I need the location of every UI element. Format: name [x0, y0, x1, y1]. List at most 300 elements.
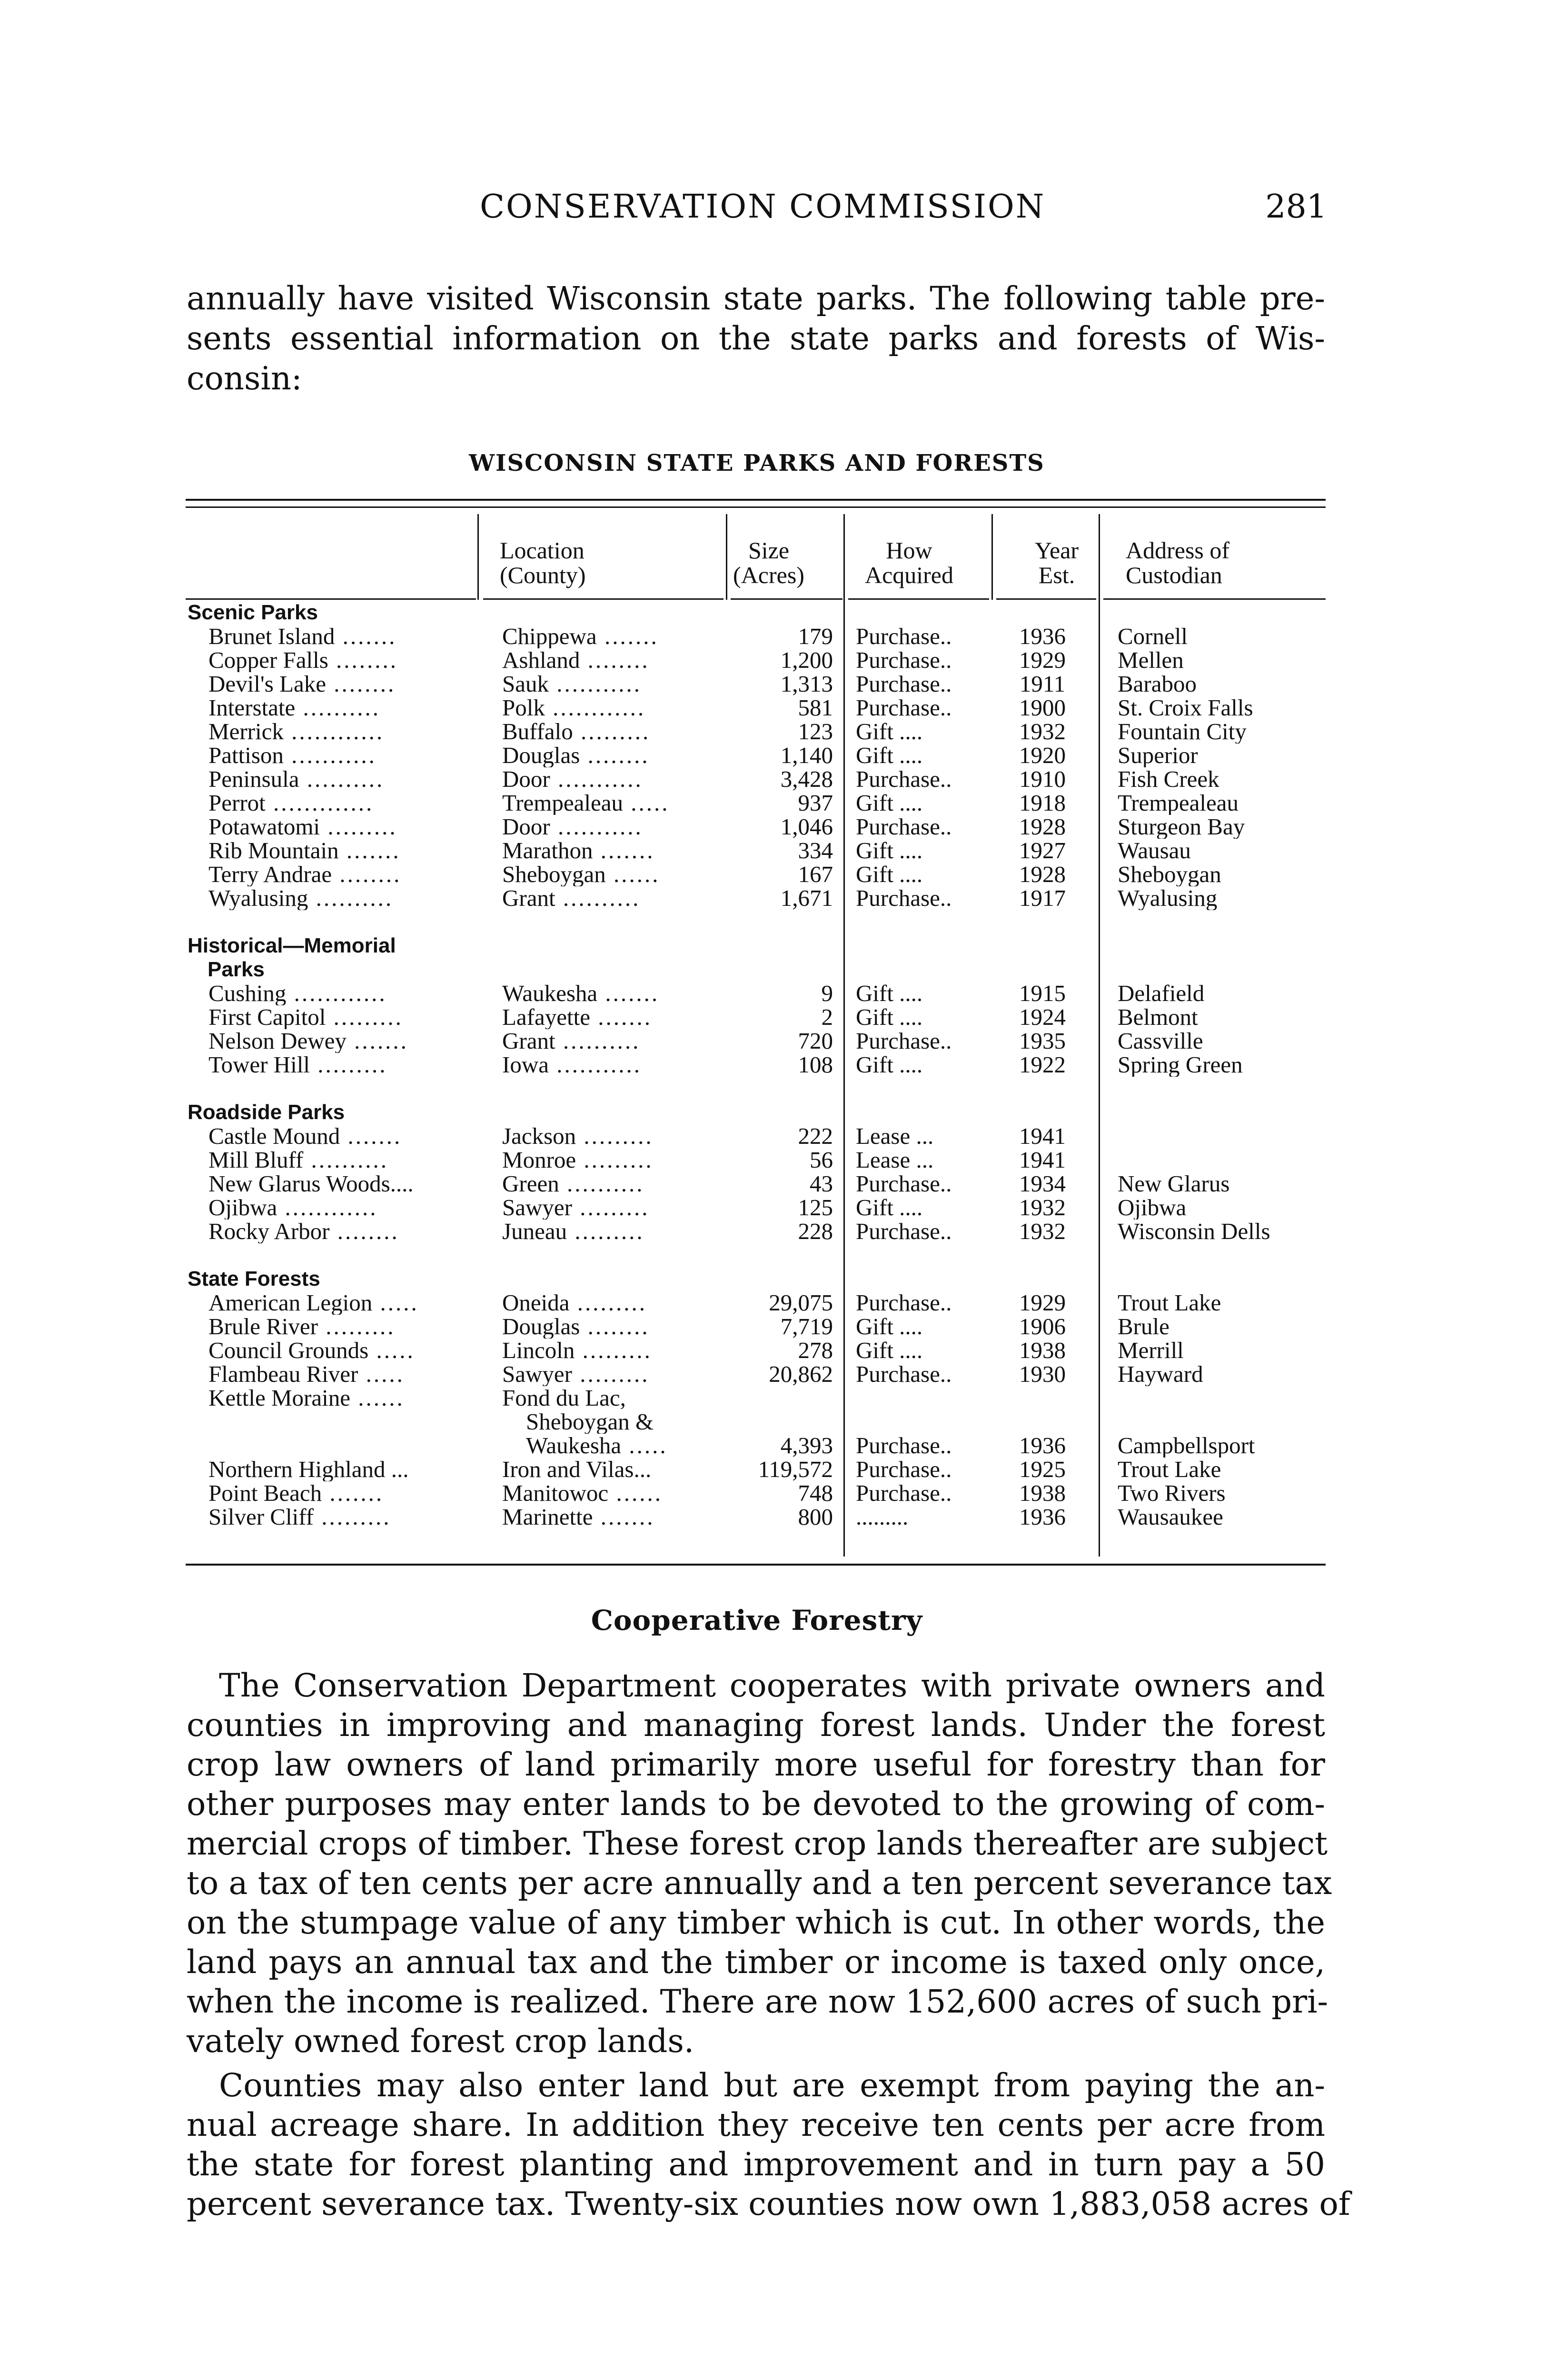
size-cell: 2 — [821, 1005, 833, 1029]
address-cell: Mellen — [1118, 648, 1184, 672]
table-title: WISCONSIN STATE PARKS AND FORESTS — [469, 450, 1045, 476]
how-acquired-cell: Purchase.. — [856, 1029, 952, 1053]
park-name-cell: Brule River ......... — [208, 1315, 656, 1339]
year-cell: 1932 — [1019, 1220, 1066, 1243]
how-acquired-cell: Purchase.. — [856, 886, 952, 910]
size-cell: 1,140 — [780, 744, 833, 767]
county: Door — [502, 815, 550, 839]
county: Waukesha — [526, 1434, 622, 1458]
year-cell: 1928 — [1019, 863, 1066, 886]
address-cell: Trempealeau — [1118, 791, 1239, 815]
text-line: other purposes may enter lands to be devoted to the growing of com- — [187, 1785, 1325, 1823]
county: Oneida — [502, 1291, 570, 1315]
text-line: the state for forest planting and improvement and in turn pay a 50 — [187, 2146, 1325, 2183]
address-cell: Two Rivers — [1118, 1481, 1226, 1505]
park-name-cell: Peninsula .......... — [208, 767, 656, 791]
table-row — [186, 982, 1328, 1005]
county: Lincoln — [502, 1339, 575, 1362]
size-cell: 4,393 — [780, 1434, 833, 1458]
year-cell: 1910 — [1019, 767, 1066, 791]
year-cell: 1906 — [1019, 1315, 1066, 1339]
page-number: 281 — [1265, 188, 1327, 226]
table-row — [186, 1458, 1328, 1481]
county: Chippewa — [502, 625, 597, 648]
how-acquired-cell: Gift .... — [856, 1315, 923, 1339]
table-row — [186, 1339, 1328, 1362]
county-cell: Lincoln ......... — [502, 1339, 912, 1362]
how-acquired-cell: Gift .... — [856, 791, 923, 815]
year-cell: 1941 — [1019, 1124, 1066, 1148]
year-cell: 1938 — [1019, 1339, 1066, 1362]
park-name: Brunet Island — [208, 625, 335, 648]
address-cell: Belmont — [1118, 1005, 1198, 1029]
section-heading-cooperative-forestry: Cooperative Forestry — [591, 1604, 923, 1636]
county-cell: Marinette ....... — [502, 1505, 912, 1529]
year-cell: 1922 — [1019, 1053, 1066, 1077]
section-historical: Historical—Memorial — [188, 934, 396, 957]
year-cell: 1934 — [1019, 1172, 1066, 1196]
park-name: Wyalusing — [208, 886, 308, 910]
address-cell: Trout Lake — [1118, 1458, 1221, 1481]
size-cell: 581 — [798, 696, 833, 720]
county: Waukesha — [502, 982, 598, 1005]
how-acquired-cell: Gift .... — [856, 1053, 923, 1077]
county: Buffalo — [502, 720, 573, 744]
park-name-cell: Potawatomi ......... — [208, 815, 656, 839]
how-acquired-cell: Purchase.. — [856, 648, 952, 672]
year-cell: 1935 — [1019, 1029, 1066, 1053]
park-name: Ojibwa — [208, 1196, 277, 1220]
park-name: Devil's Lake — [208, 672, 326, 696]
header-text: Custodian — [1126, 562, 1222, 588]
county: Sawyer — [502, 1362, 572, 1386]
park-name: Rib Mountain — [208, 839, 339, 863]
size-cell: 108 — [798, 1053, 833, 1077]
table-row — [186, 744, 1328, 767]
size-cell: 119,572 — [758, 1458, 833, 1481]
year-cell: 1941 — [1019, 1148, 1066, 1172]
address-cell: Superior — [1118, 744, 1198, 767]
table-row — [186, 1005, 1328, 1029]
header-text: (County) — [500, 562, 586, 588]
county-cell: Marathon ....... — [502, 839, 912, 863]
park-name: Council Grounds — [208, 1339, 369, 1362]
park-name: Flambeau River — [208, 1362, 358, 1386]
year-cell: 1925 — [1019, 1458, 1066, 1481]
how-acquired-cell: Lease ... — [856, 1148, 934, 1172]
park-name: Cushing — [208, 982, 287, 1005]
year-cell: 1932 — [1019, 1196, 1066, 1220]
park-name: New Glarus Woods.... — [208, 1172, 414, 1196]
year-cell: 1915 — [1019, 982, 1066, 1005]
park-name-cell: Interstate .......... — [208, 696, 656, 720]
year-cell: 1929 — [1019, 1291, 1066, 1315]
table-row — [186, 767, 1328, 791]
county: Sheboygan — [502, 863, 606, 886]
header-address — [1126, 538, 1229, 587]
park-name: Rocky Arbor — [208, 1220, 330, 1243]
address-cell: Baraboo — [1118, 672, 1197, 696]
county-cell: Sawyer ......... — [502, 1362, 912, 1386]
size-cell: 720 — [798, 1029, 833, 1053]
year-cell: 1928 — [1019, 815, 1066, 839]
table-top-rule-2 — [186, 506, 1326, 508]
county-cell: Door ........... — [502, 815, 912, 839]
county-cell: Ashland ........ — [502, 648, 912, 672]
park-name: Pattison — [208, 744, 284, 767]
county-cell: Manitowoc ...... — [502, 1481, 912, 1505]
header-title: CONSERVATION COMMISSION — [480, 188, 1046, 226]
table-row — [186, 672, 1328, 696]
park-name-cell: Brunet Island ....... — [208, 625, 656, 648]
county-cell: Iron and Vilas... — [502, 1458, 652, 1481]
size-cell: 1,046 — [780, 815, 833, 839]
how-acquired-cell: Gift .... — [856, 1196, 923, 1220]
county-cell: Polk ............ — [502, 696, 912, 720]
county: Grant — [502, 886, 555, 910]
park-name-cell: Cushing ............ — [208, 982, 656, 1005]
size-cell: 748 — [798, 1481, 833, 1505]
year-cell: 1900 — [1019, 696, 1066, 720]
size-cell: 20,862 — [769, 1362, 833, 1386]
year-cell: 1927 — [1019, 839, 1066, 863]
park-name: Brule River — [208, 1315, 318, 1339]
header-text: Size — [748, 537, 790, 564]
park-name-cell: Pattison ........... — [208, 744, 656, 767]
how-acquired-cell: Purchase.. — [856, 1220, 952, 1243]
table-row — [186, 720, 1328, 744]
text-line: on the stumpage value of any timber which is cut. In other words, the — [187, 1904, 1325, 1941]
park-name: Perrot — [208, 791, 266, 815]
address-cell: Cornell — [1118, 625, 1188, 648]
park-name: Interstate — [208, 696, 296, 720]
section-roadside: Roadside Parks — [188, 1101, 345, 1124]
table-row — [186, 1196, 1328, 1220]
county-cell: Grant .......... — [502, 886, 912, 910]
header-location — [500, 538, 586, 587]
address-cell: Merrill — [1118, 1339, 1184, 1362]
how-acquired-cell: Gift .... — [856, 1339, 923, 1362]
size-cell: 7,719 — [780, 1315, 833, 1339]
county: Douglas — [502, 1315, 580, 1339]
county-cell: Green .......... — [502, 1172, 912, 1196]
park-name: Peninsula — [208, 767, 299, 791]
county: Ashland — [502, 648, 580, 672]
table-row — [186, 1505, 1328, 1529]
header-underline — [848, 598, 989, 600]
header-underline — [186, 598, 476, 600]
header-text: Location — [500, 537, 585, 564]
size-cell: 222 — [798, 1124, 833, 1148]
header-text: How — [886, 537, 932, 564]
size-cell: 228 — [798, 1220, 833, 1243]
county-cell: Douglas ........ — [502, 1315, 912, 1339]
address-cell: Wausaukee — [1118, 1505, 1223, 1529]
park-name: Copper Falls — [208, 648, 328, 672]
column-divider — [726, 514, 727, 600]
header-text: Year — [1034, 537, 1079, 564]
size-cell: 937 — [798, 791, 833, 815]
size-cell: 125 — [798, 1196, 833, 1220]
county-cell: Door ........... — [502, 767, 912, 791]
text-line: percent severance tax. Twenty-six counties now own 1,883,058 acres of — [187, 2185, 1350, 2222]
park-name-cell: Ojibwa ............ — [208, 1196, 656, 1220]
text-line: land pays an annual tax and the timber or income is taxed only once, — [187, 1944, 1325, 1981]
how-acquired-cell: Purchase.. — [856, 696, 952, 720]
address-cell: Campbellsport — [1118, 1434, 1255, 1458]
how-acquired-cell: Purchase.. — [856, 1481, 952, 1505]
table-row — [186, 863, 1328, 886]
county-cell: Juneau ......... — [502, 1220, 912, 1243]
address-cell: Hayward — [1118, 1362, 1203, 1386]
park-name: Kettle Moraine — [208, 1386, 350, 1410]
size-cell: 9 — [821, 982, 833, 1005]
county-cell: Lafayette ....... — [502, 1005, 912, 1029]
table-row — [186, 839, 1328, 863]
park-name: First Capitol — [208, 1005, 326, 1029]
text-line: The Conservation Department cooperates with private owners and — [219, 1667, 1325, 1704]
how-acquired-cell: Gift .... — [856, 1005, 923, 1029]
address-cell: Spring Green — [1118, 1053, 1243, 1077]
address-cell: Brule — [1118, 1315, 1169, 1339]
header-text: Address of — [1126, 537, 1230, 564]
year-cell: 1930 — [1019, 1362, 1066, 1386]
park-name: Silver Cliff — [208, 1505, 314, 1529]
park-name: Nelson Dewey — [208, 1029, 347, 1053]
text-line: annually have visited Wisconsin state parks. The following table pre- — [187, 280, 1325, 317]
park-name: American Legion — [208, 1291, 373, 1315]
how-acquired-cell: Purchase.. — [856, 815, 952, 839]
how-acquired-cell: Lease ... — [856, 1124, 934, 1148]
table-row — [186, 815, 1328, 839]
county: Jackson — [502, 1124, 576, 1148]
county-cell: Iowa ........... — [502, 1053, 912, 1077]
park-name-cell: Kettle Moraine ...... — [208, 1386, 656, 1410]
county: Sauk — [502, 672, 549, 696]
how-acquired-cell: Gift .... — [856, 982, 923, 1005]
county: Douglas — [502, 744, 580, 767]
county: Marathon — [502, 839, 593, 863]
county: Iowa — [502, 1053, 549, 1077]
park-name-cell: Flambeau River ..... — [208, 1362, 656, 1386]
text-line: sents essential information on the state parks and forests of Wis- — [187, 320, 1325, 357]
county: Polk — [502, 696, 545, 720]
county-cell: Sheboygan ...... — [502, 863, 912, 886]
how-acquired-cell: Gift .... — [856, 744, 923, 767]
how-acquired-cell: ......... — [856, 1505, 909, 1529]
year-cell: 1917 — [1019, 886, 1066, 910]
text-line: counties in improving and managing forest lands. Under the forest — [187, 1706, 1325, 1744]
table-row — [186, 1148, 1328, 1172]
year-cell: 1924 — [1019, 1005, 1066, 1029]
table-row — [186, 1386, 1328, 1410]
table-row — [186, 1053, 1328, 1077]
header-underline — [1103, 598, 1326, 600]
park-name-cell: Terry Andrae ........ — [208, 863, 656, 886]
address-cell: Trout Lake — [1118, 1291, 1221, 1315]
table-row — [186, 1220, 1328, 1243]
park-name: Terry Andrae — [208, 863, 332, 886]
paragraph-cooperative-2 — [187, 2066, 1350, 2224]
size-cell: 800 — [798, 1505, 833, 1529]
county: Trempealeau — [502, 791, 623, 815]
paragraph-cooperative-1 — [187, 1666, 1332, 2061]
header-how-acquired — [854, 538, 964, 587]
park-name: Tower Hill — [208, 1053, 310, 1077]
park-name-cell: Merrick ............ — [208, 720, 656, 744]
county-cell: Sauk ........... — [502, 672, 912, 696]
how-acquired-cell: Purchase.. — [856, 1434, 952, 1458]
county-cell: Waukesha ....... — [502, 982, 912, 1005]
header-text: (Acres) — [733, 562, 804, 588]
county: Marinette — [502, 1505, 593, 1529]
address-cell: Sheboygan — [1118, 863, 1221, 886]
how-acquired-cell: Purchase.. — [856, 1362, 952, 1386]
county-cell: Grant .......... — [502, 1029, 912, 1053]
year-cell: 1911 — [1019, 672, 1066, 696]
county-cell: Jackson ......... — [502, 1124, 912, 1148]
text-line: when the income is realized. There are now 152,600 acres of such pri- — [187, 1983, 1328, 2020]
text-line: nual acreage share. In addition they receive ten cents per acre from — [187, 2106, 1325, 2143]
how-acquired-cell: Purchase.. — [856, 1291, 952, 1315]
address-cell: Fountain City — [1118, 720, 1247, 744]
year-cell: 1936 — [1019, 1434, 1066, 1458]
table-row — [186, 1434, 1328, 1458]
address-cell: Fish Creek — [1118, 767, 1219, 791]
park-name-cell: Mill Bluff .......... — [208, 1148, 656, 1172]
county-cell: Douglas ........ — [502, 744, 912, 767]
section-forests: State Forests — [188, 1267, 320, 1290]
table-row — [186, 1029, 1328, 1053]
park-name-cell: Point Beach ....... — [208, 1481, 656, 1505]
address-cell: New Glarus — [1118, 1172, 1230, 1196]
table-row — [186, 1362, 1328, 1386]
park-name-cell: Perrot ............. — [208, 791, 656, 815]
how-acquired-cell: Purchase.. — [856, 672, 952, 696]
table-bottom-rule — [186, 1564, 1326, 1566]
text-line: Counties may also enter land but are exempt from paying the an- — [219, 2067, 1325, 2104]
county-cell: Oneida ......... — [502, 1291, 912, 1315]
park-name-cell: Wyalusing .......... — [208, 886, 656, 910]
table-row — [186, 791, 1328, 815]
running-header — [185, 188, 1327, 240]
park-name: Point Beach — [208, 1481, 322, 1505]
text-line: crop law owners of land primarily more useful for forestry than for — [187, 1746, 1325, 1783]
park-name: Merrick — [208, 720, 284, 744]
table-row — [186, 1481, 1328, 1505]
how-acquired-cell: Purchase.. — [856, 767, 952, 791]
size-cell: 56 — [810, 1148, 833, 1172]
table-row — [186, 886, 1328, 910]
size-cell: 334 — [798, 839, 833, 863]
column-divider — [991, 514, 993, 600]
county: Juneau — [502, 1220, 567, 1243]
park-name-cell: Tower Hill ......... — [208, 1053, 656, 1077]
county: Door — [502, 767, 550, 791]
address-cell: Cassville — [1118, 1029, 1203, 1053]
text-line: vately owned forest crop lands. — [187, 2023, 694, 2060]
column-divider — [477, 514, 479, 600]
text-line: mercial crops of timber. These forest crop lands thereafter are subject — [187, 1825, 1328, 1862]
table-row — [186, 1410, 1328, 1434]
park-name: Mill Bluff — [208, 1148, 304, 1172]
county-cell: Sheboygan & — [526, 1410, 654, 1434]
park-name: Castle Mound — [208, 1124, 340, 1148]
how-acquired-cell: Purchase.. — [856, 625, 952, 648]
address-cell: Delafield — [1118, 982, 1205, 1005]
header-underline — [996, 598, 1096, 600]
header-year — [1026, 538, 1088, 587]
size-cell: 1,313 — [780, 672, 833, 696]
size-cell: 1,200 — [780, 648, 833, 672]
year-cell: 1936 — [1019, 1505, 1066, 1529]
address-cell: St. Croix Falls — [1118, 696, 1253, 720]
size-cell: 29,075 — [769, 1291, 833, 1315]
county-cell: Sawyer ......... — [502, 1196, 912, 1220]
size-cell: 123 — [798, 720, 833, 744]
county: Green — [502, 1172, 559, 1196]
text-line: to a tax of ten cents per acre annually and a ten percent severance tax — [187, 1864, 1332, 1902]
year-cell: 1920 — [1019, 744, 1066, 767]
address-cell: Wisconsin Dells — [1118, 1220, 1270, 1243]
table-row — [186, 696, 1328, 720]
how-acquired-cell: Gift .... — [856, 839, 923, 863]
address-cell: Ojibwa — [1118, 1196, 1187, 1220]
year-cell: 1929 — [1019, 648, 1066, 672]
section-scenic: Scenic Parks — [188, 601, 318, 624]
size-cell: 3,428 — [780, 767, 833, 791]
year-cell: 1936 — [1019, 625, 1066, 648]
text-line: consin: — [187, 360, 302, 397]
how-acquired-cell: Purchase.. — [856, 1458, 952, 1481]
size-cell: 43 — [810, 1172, 833, 1196]
park-name-cell: Devil's Lake ........ — [208, 672, 656, 696]
county: Grant — [502, 1029, 555, 1053]
intro-paragraph — [187, 278, 1325, 398]
park-name-cell: Northern Highland ... — [208, 1458, 409, 1481]
size-cell: 278 — [798, 1339, 833, 1362]
park-name-cell: Council Grounds ..... — [208, 1339, 656, 1362]
park-name-cell: Castle Mound ....... — [208, 1124, 656, 1148]
table-row — [186, 1291, 1328, 1315]
size-cell: 167 — [798, 863, 833, 886]
how-acquired-cell: Gift .... — [856, 720, 923, 744]
address-cell: Wausau — [1118, 839, 1191, 863]
county-cell: Chippewa ....... — [502, 625, 912, 648]
county: Sawyer — [502, 1196, 572, 1220]
county-cell: Buffalo ......... — [502, 720, 912, 744]
county-cell: Fond du Lac, — [502, 1386, 626, 1410]
header-size — [731, 538, 807, 587]
park-name-cell: Copper Falls ........ — [208, 648, 656, 672]
county: Lafayette — [502, 1005, 590, 1029]
park-name-cell: Rib Mountain ....... — [208, 839, 656, 863]
year-cell: 1932 — [1019, 720, 1066, 744]
park-name-cell: American Legion ..... — [208, 1291, 656, 1315]
size-cell: 1,671 — [780, 886, 833, 910]
park-name-cell: Rocky Arbor ........ — [208, 1220, 656, 1243]
park-name-cell: Nelson Dewey ....... — [208, 1029, 656, 1053]
county-cell: Waukesha ..... — [526, 1434, 935, 1458]
how-acquired-cell: Purchase.. — [856, 1172, 952, 1196]
park-name-cell: Silver Cliff ......... — [208, 1505, 656, 1529]
header-text: Acquired — [864, 562, 954, 588]
park-name-cell: First Capitol ......... — [208, 1005, 656, 1029]
how-acquired-cell: Gift .... — [856, 863, 923, 886]
header-underline — [483, 598, 723, 600]
county-cell: Trempealeau ..... — [502, 791, 912, 815]
table-top-rule — [186, 499, 1326, 501]
